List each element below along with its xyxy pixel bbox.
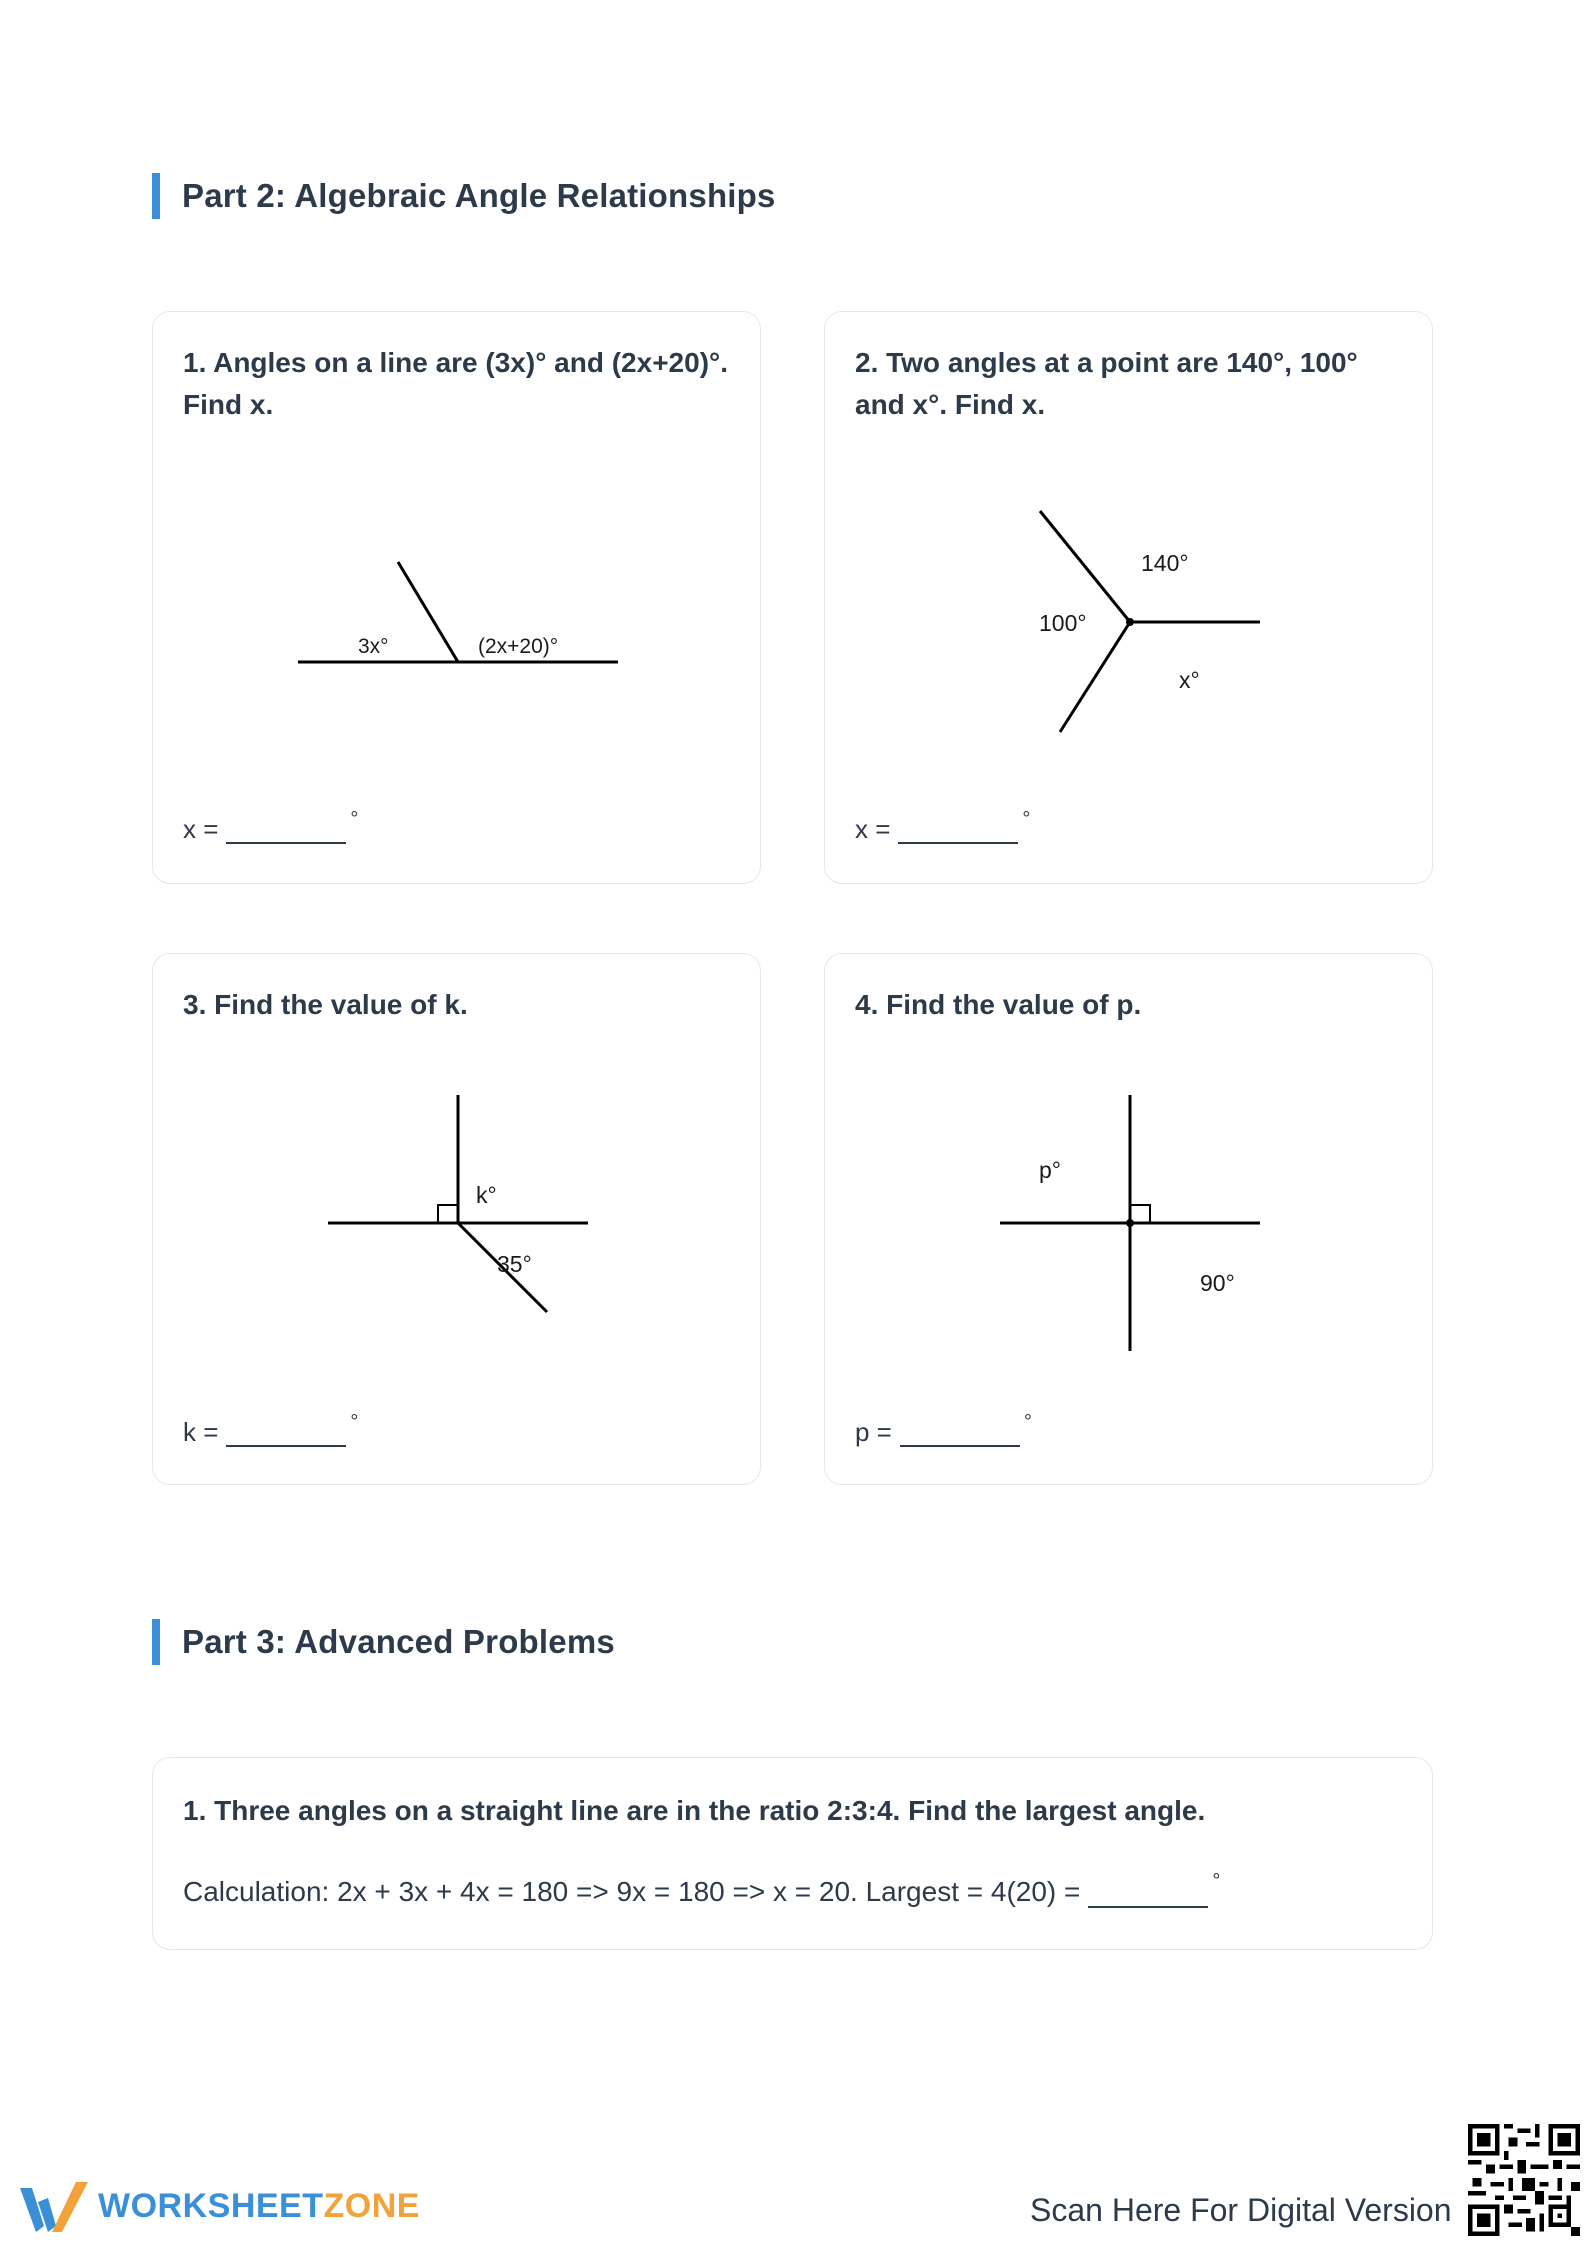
- answer-blank[interactable]: [226, 1417, 346, 1447]
- question-card-4: [824, 953, 1433, 1485]
- answer-label: p =: [855, 1417, 892, 1447]
- question-text: 1. Three angles on a straight line are in the ratio 2:3:4. Find the largest angle.: [183, 1795, 1206, 1826]
- angle-label-140: 140°: [1141, 550, 1189, 576]
- question-card-1: [152, 311, 761, 884]
- degree-symbol: °: [1022, 808, 1031, 830]
- vertex-point: [1126, 1219, 1134, 1227]
- answer-label: x =: [855, 814, 891, 844]
- angles-at-point-diagram: [825, 312, 1434, 885]
- angle-label-p: p°: [1039, 1157, 1061, 1183]
- answer-blank[interactable]: [898, 814, 1018, 844]
- ray-upper-left: [1040, 511, 1130, 622]
- section-accent-bar: [152, 1619, 160, 1665]
- question-text: 2. Two angles at a point are 140°, 100° and x°. Find x.: [855, 347, 1358, 420]
- logo-text-zone: ZONE: [323, 2186, 420, 2225]
- answer-row: [855, 1411, 1032, 1448]
- logo-text-worksheet: WORKSHEET: [98, 2186, 324, 2225]
- section-accent-bar: [152, 173, 160, 219]
- question-card-3: [152, 953, 761, 1485]
- angle-ray: [398, 562, 458, 662]
- calculation-row: [183, 1870, 1221, 1908]
- degree-symbol: °: [1023, 1411, 1032, 1433]
- question-card-2: [824, 311, 1433, 884]
- answer-blank[interactable]: [900, 1417, 1020, 1447]
- qr-code-icon[interactable]: [1468, 2124, 1580, 2236]
- angles-on-line-diagram: [153, 312, 762, 885]
- scan-instruction: Scan Here For Digital Version: [1030, 2192, 1452, 2228]
- question-text: 4. Find the value of p.: [855, 989, 1142, 1020]
- angle-label-3x: 3x°: [358, 635, 389, 658]
- degree-symbol: °: [1212, 1870, 1221, 1892]
- answer-label: x =: [183, 814, 219, 844]
- answer-label: k =: [183, 1417, 219, 1447]
- logo-wordmark: [98, 2187, 420, 2226]
- right-angle-marker: [1130, 1205, 1150, 1223]
- part2-header: [152, 173, 776, 219]
- degree-symbol: °: [350, 1411, 359, 1433]
- answer-row: [183, 808, 359, 845]
- question-text: 1. Angles on a line are (3x)° and (2x+20)°. Find x.: [183, 347, 728, 420]
- angle-label-35: 35°: [497, 1251, 532, 1277]
- answer-blank[interactable]: [226, 814, 346, 844]
- part2-title: Part 2: Algebraic Angle Relationships: [182, 177, 776, 214]
- answer-row: [183, 1411, 359, 1448]
- angle-label-2x-plus-20: (2x+20)°: [478, 635, 559, 658]
- advanced-question-card-1: [152, 1757, 1433, 1950]
- part3-header: [152, 1619, 615, 1665]
- perpendicular-lines-diagram-p: [825, 954, 1434, 1486]
- logo-w-icon: [18, 2178, 90, 2234]
- right-angle-marker: [438, 1205, 458, 1223]
- angle-label-90: 90°: [1200, 1270, 1235, 1296]
- calculation-text: Calculation: 2x + 3x + 4x = 180 => 9x = 180 => x = 20. Largest = 4(20) =: [183, 1876, 1081, 1907]
- angle-label-k: k°: [476, 1182, 497, 1208]
- ray-lower-left: [1060, 622, 1130, 732]
- right-angle-diagram-k: [153, 954, 762, 1486]
- vertex-point: [1126, 618, 1134, 626]
- angle-label-x: x°: [1179, 667, 1200, 693]
- angle-label-100: 100°: [1039, 610, 1087, 636]
- answer-blank[interactable]: [1088, 1876, 1208, 1908]
- degree-symbol: °: [350, 808, 359, 830]
- part3-title: Part 3: Advanced Problems: [182, 1623, 615, 1660]
- answer-row: [855, 808, 1031, 845]
- worksheetzone-logo: [18, 2178, 420, 2234]
- question-text: 3. Find the value of k.: [183, 989, 468, 1020]
